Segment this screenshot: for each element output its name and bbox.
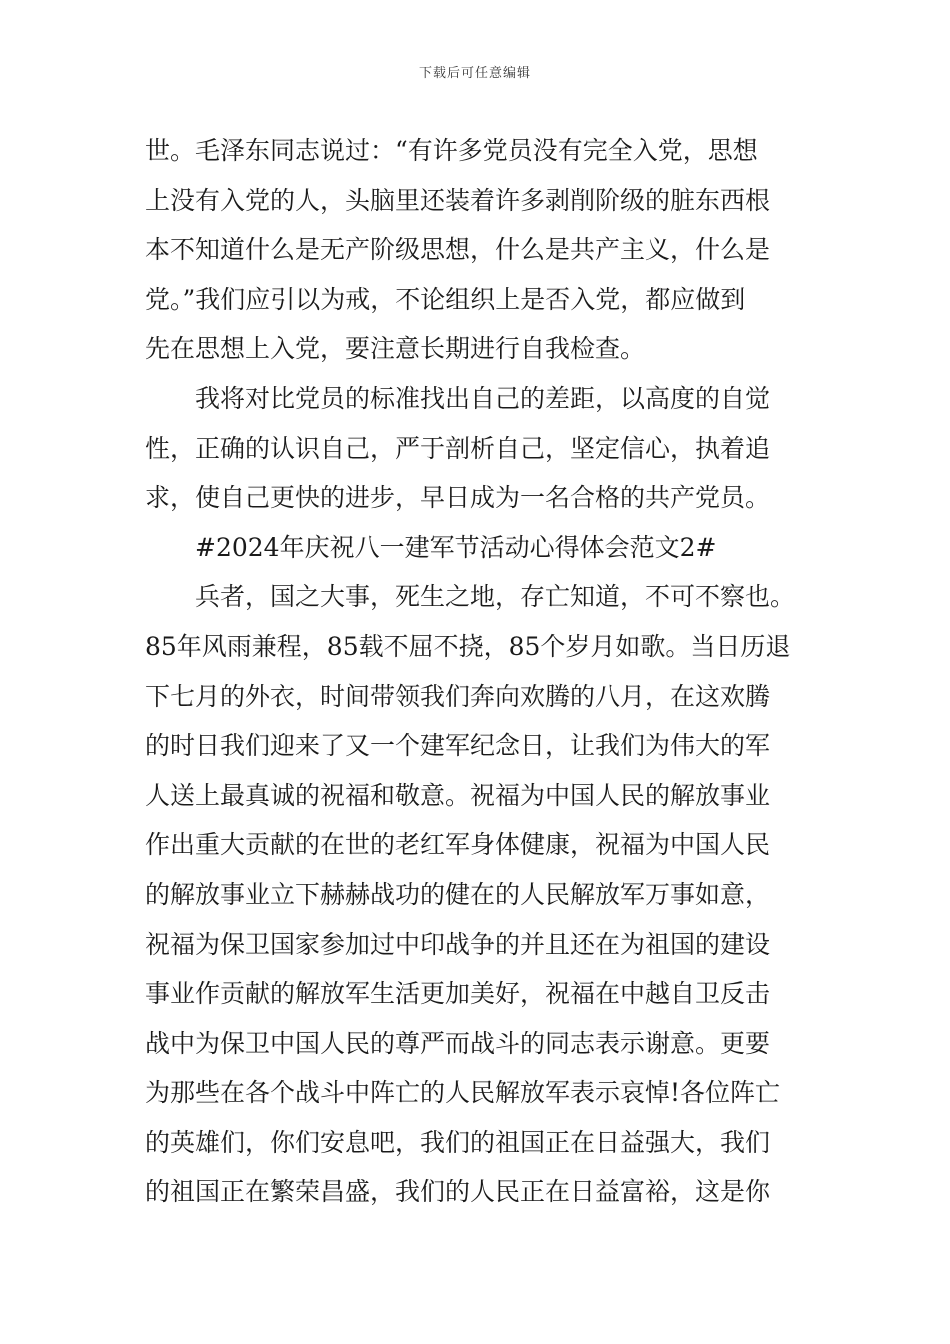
- text-line: 兵者，国之大事，死生之地，存亡知道，不可不察也。: [195, 582, 796, 612]
- text-line: 祝福为保卫国家参加过中印战争的并且还在为祖国的建设: [145, 929, 771, 959]
- text-line: 党。”我们应引以为戒，不论组织上是否入党，都应做到: [145, 284, 746, 314]
- text-line: 事业作贡献的解放军生活更加美好，祝福在中越自卫反击: [145, 979, 771, 1009]
- text-line: 先在思想上入党，要注意长期进行自我检查。: [145, 334, 646, 364]
- text-line: 性，正确的认识自己，严于剖析自己，坚定信心，执着追: [145, 433, 771, 463]
- text-line: 85年风雨兼程，85载不屈不挠，85个岁月如歌。当日历退: [145, 631, 791, 661]
- document-body: [145, 126, 815, 1217]
- text-line: 战中为保卫中国人民的尊严而战斗的同志表示谢意。更要: [145, 1028, 771, 1058]
- text-line: 上没有入党的人，头脑里还装着许多剥削阶级的脏东西根: [145, 185, 771, 215]
- section-heading: #2024年庆祝八一建军节活动心得体会范文2#: [195, 532, 717, 562]
- text-line: 的解放事业立下赫赫战功的健在的人民解放军万事如意，: [145, 879, 771, 909]
- text-line: 为那些在各个战斗中阵亡的人民解放军表示哀悼!各位阵亡: [145, 1078, 781, 1108]
- text-line: 的祖国正在繁荣昌盛，我们的人民正在日益富裕，这是你: [145, 1177, 771, 1207]
- text-line: 的英雄们，你们安息吧，我们的祖国正在日益强大，我们: [145, 1127, 771, 1157]
- text-line: 世。毛泽东同志说过：“有许多党员没有完全入党，思想: [145, 136, 758, 165]
- text-line: 的时日我们迎来了又一个建军纪念日，让我们为伟大的军: [145, 731, 771, 761]
- text-line: 求，使自己更快的进步，早日成为一名合格的共产党员。: [145, 483, 771, 513]
- text-line: 作出重大贡献的在世的老红军身体健康，祝福为中国人民: [145, 830, 771, 860]
- text-line: 我将对比党员的标准找出自己的差距，以高度的自觉: [195, 383, 771, 413]
- page-header: 下载后可任意编辑: [418, 66, 531, 81]
- text-line: 下七月的外衣，时间带领我们奔向欢腾的八月，在这欢腾: [145, 681, 771, 711]
- text-line: 本不知道什么是无产阶级思想，什么是共产主义，什么是: [145, 235, 771, 265]
- text-line: 人送上最真诚的祝福和敬意。祝福为中国人民的解放事业: [145, 780, 771, 810]
